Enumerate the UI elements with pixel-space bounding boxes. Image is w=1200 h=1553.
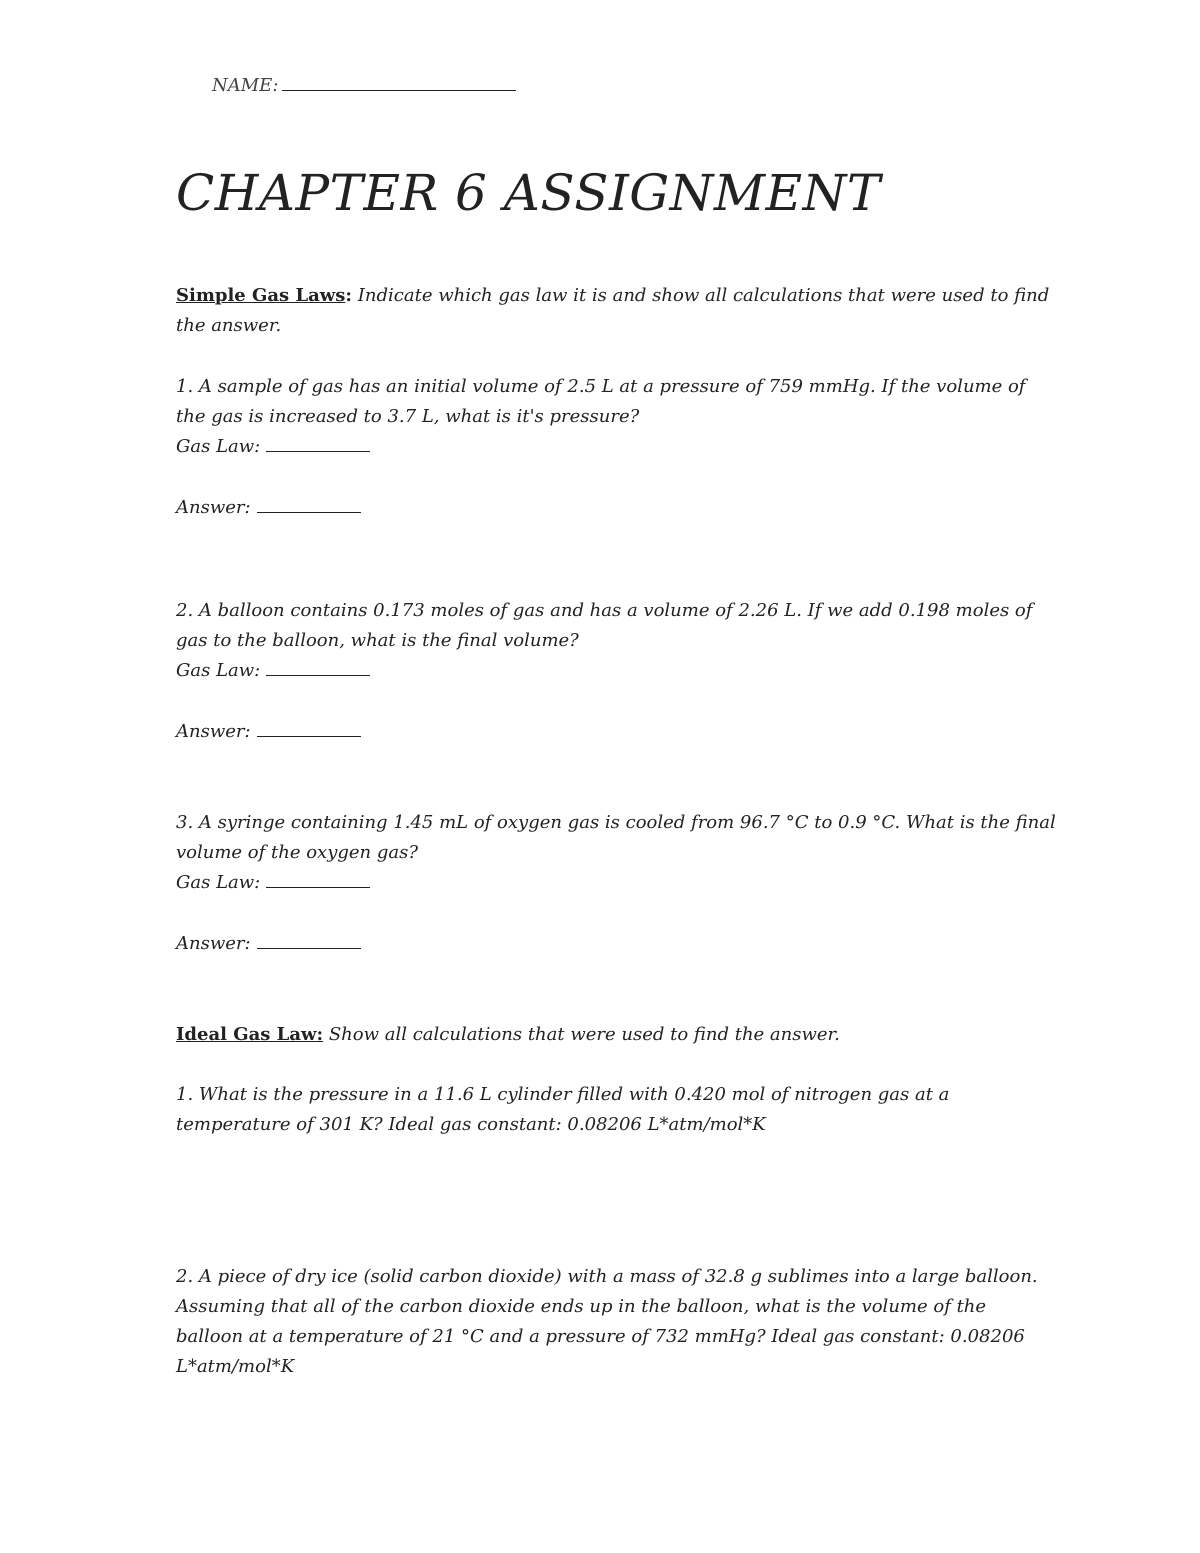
name-blank-line[interactable] xyxy=(282,74,516,91)
answer-blank[interactable] xyxy=(257,720,361,737)
gas-law-blank[interactable] xyxy=(266,871,370,888)
simple-q3-answer xyxy=(176,929,361,959)
simple-q3-line1: 3. A syringe containing 1.45 mL of oxygen gas is cooled from 96.7 °C to 0.9 °C. What is the final xyxy=(176,812,1056,833)
gas-law-blank[interactable] xyxy=(266,435,370,452)
gas-law-label: Gas Law: xyxy=(176,872,261,893)
ideal-gas-law-heading: Ideal Gas Law: xyxy=(176,1024,324,1045)
simple-gas-laws-heading: Simple Gas Laws xyxy=(176,285,346,306)
ideal-q2-line2: Assuming that all of the carbon dioxide ends up in the balloon, what is the volume of the xyxy=(176,1296,987,1317)
simple-q2-line2: gas to the balloon, what is the final volume? xyxy=(176,630,579,651)
simple-q2-gas-law xyxy=(176,656,370,686)
ideal-q1-line1: 1. What is the pressure in a 11.6 L cylinder filled with 0.420 mol of nitrogen gas at a xyxy=(176,1084,950,1105)
answer-label: Answer: xyxy=(176,497,251,518)
simple-instructions-line2: the answer. xyxy=(176,315,282,336)
answer-blank[interactable] xyxy=(257,496,361,513)
simple-gas-laws-intro xyxy=(176,281,1049,311)
ideal-q2-line3: balloon at a temperature of 21 °C and a pressure of 732 mmHg? Ideal gas constant: 0.08206 xyxy=(176,1326,1025,1347)
gas-law-blank[interactable] xyxy=(266,659,370,676)
ideal-q2-line1: 2. A piece of dry ice (solid carbon dioxide) with a mass of 32.8 g sublimes into a large balloon. xyxy=(176,1266,1038,1287)
gas-law-label: Gas Law: xyxy=(176,436,261,457)
ideal-q1-line2: temperature of 301 K? Ideal gas constant: 0.08206 L*atm/mol*K xyxy=(176,1114,766,1135)
answer-label: Answer: xyxy=(176,721,251,742)
simple-heading-colon: : xyxy=(345,285,353,306)
answer-blank[interactable] xyxy=(257,932,361,949)
ideal-gas-law-intro xyxy=(176,1020,840,1050)
simple-q1-line2: the gas is increased to 3.7 L, what is it's pressure? xyxy=(176,406,640,427)
ideal-instructions: Show all calculations that were used to find the answer. xyxy=(323,1024,840,1045)
simple-q2-line1: 2. A balloon contains 0.173 moles of gas and has a volume of 2.26 L. If we add 0.198 moles of xyxy=(176,600,1033,621)
simple-q1-answer xyxy=(176,493,361,523)
simple-q3-line2: volume of the oxygen gas? xyxy=(176,842,419,863)
answer-label: Answer: xyxy=(176,933,251,954)
simple-q1-gas-law xyxy=(176,432,370,462)
name-field xyxy=(212,74,516,96)
simple-q3-gas-law xyxy=(176,868,370,898)
gas-law-label: Gas Law: xyxy=(176,660,261,681)
name-label: NAME: xyxy=(212,75,279,96)
simple-instructions-line1: Indicate which gas law it is and show all calculations that were used to find xyxy=(352,285,1050,306)
simple-q1-line1: 1. A sample of gas has an initial volume of 2.5 L at a pressure of 759 mmHg. If the volume of xyxy=(176,376,1026,397)
simple-q2-answer xyxy=(176,717,361,747)
page-title: CHAPTER 6 ASSIGNMENT xyxy=(176,164,881,222)
ideal-q2-line4: L*atm/mol*K xyxy=(176,1356,295,1377)
